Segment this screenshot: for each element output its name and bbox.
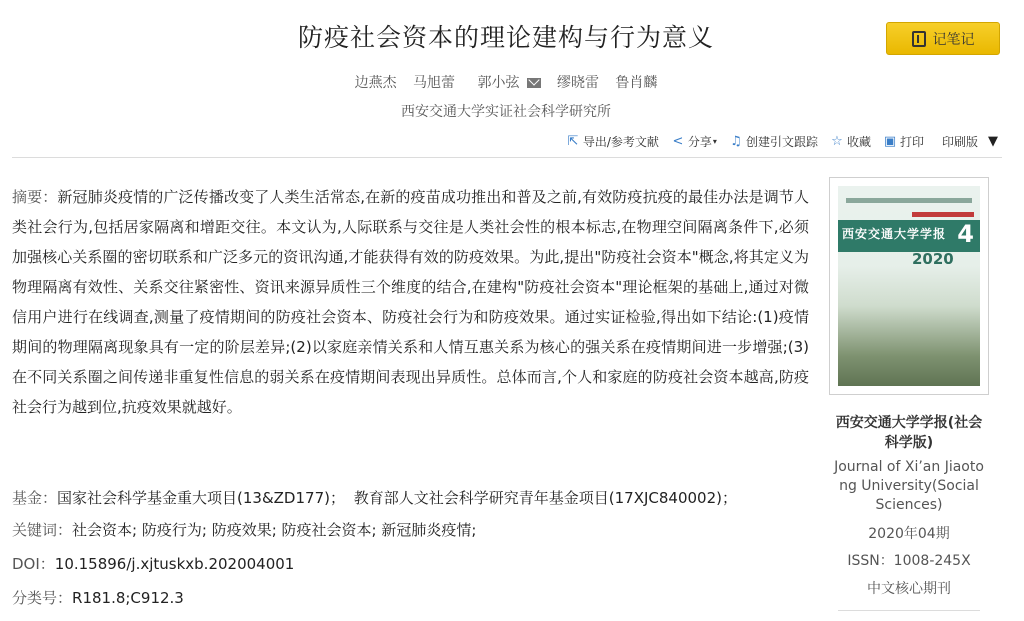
keyword-link[interactable]: 新冠肺炎疫情;: [381, 521, 477, 539]
author-link[interactable]: 鲁肖麟: [615, 75, 658, 91]
create-citation-tracking-label: 创建引文跟踪: [745, 135, 818, 149]
fund-label: 基金：: [12, 489, 58, 507]
fund-link[interactable]: 教育部人文社会科学研究青年基金项目(17XJC840002)；: [353, 489, 737, 507]
divider: [838, 610, 980, 611]
cover-decoration: [912, 212, 974, 217]
article-toolbar: [554, 133, 998, 150]
keyword-link[interactable]: 防疫社会资本;: [281, 521, 377, 539]
fund-link[interactable]: 国家社会科学基金重大项目(13&ZD177)；: [57, 489, 345, 507]
share-button[interactable]: [671, 133, 717, 150]
print-label: 打印: [899, 135, 924, 149]
favorite-button[interactable]: [830, 133, 871, 150]
cover-issue: 4: [957, 220, 974, 248]
share-dropdown-icon: ▾: [712, 137, 717, 146]
share-label: 分享: [687, 135, 712, 149]
doi-value: 10.15896/j.xjtuskxb.202004001: [54, 555, 295, 573]
export-label: 导出/参考文献: [582, 135, 659, 149]
divider: [12, 157, 1002, 158]
author-link[interactable]: 边燕杰: [354, 75, 397, 91]
classification-label: 分类号：: [12, 589, 73, 607]
author-link[interactable]: [472, 75, 541, 91]
keyword-link[interactable]: 社会资本;: [72, 521, 138, 539]
keyword-link[interactable]: 防疫行为;: [141, 521, 207, 539]
star-icon: ☆: [831, 133, 843, 149]
journal-issn: ISSN：1008-245X: [847, 553, 971, 569]
author-list: [0, 72, 1012, 92]
keywords-row: [12, 519, 476, 540]
printer-icon: ▣: [883, 133, 897, 149]
take-note-label: 记笔记: [932, 31, 975, 48]
fund-row: [12, 487, 737, 508]
mail-icon[interactable]: [527, 78, 541, 88]
keywords-label: 关键词：: [12, 521, 73, 539]
journal-name-link[interactable]: 西安交通大学学报(社会科学版): [835, 415, 983, 451]
abstract-text: 新冠肺炎疫情的广泛传播改变了人类生活常态,在新的疫苗成功推出和普及之前,有效防疫抗疫的最佳办法是调节人类社会行为,包括居家隔离和增距交往。本文认为,人际联系与交往是人类社会性的根本标志,在物理空间隔离条件下,必须加强核心关系圈的密切联系和广泛多元的资讯沟通,才能获得有效的防疫效果。为此,提出"防疫社会资本"概念,将其定义为物理隔离有效性、关系交往紧密性、资讯来源异质性三个维度的结合,在建构"防疫社会资本"理论框架的基础上,通过对微信用户进行在线调查,测量了疫情期间的防疫社会资本、防疫社会行为和防疫效果。通过实证检验,得出如下结论:(1)疫情期间的物理隔离现象具有一定的阶层差异;(2)以家庭亲情关系和人情互惠关系为核心的强关系在疫情期间进一步增强;(3)在不同关系圈之间传递非重复性信息的弱关系在疫情期间表现出异质性。总体而言,个人和家庭的防疫社会资本越高,防疫社会行为越到位,抗疫效果就越好。: [12, 188, 809, 416]
journal-cover-link[interactable]: [829, 177, 989, 395]
caret-down-icon[interactable]: ▼: [988, 134, 998, 149]
export-button[interactable]: [566, 133, 659, 150]
author-name: 郭小弦: [477, 75, 520, 91]
doi-label: DOI：: [12, 555, 55, 573]
journal-cover-image: [838, 186, 980, 386]
journal-issue-link[interactable]: 2020年04期: [868, 526, 950, 542]
share-icon: <: [672, 133, 684, 149]
abstract-label: 摘要：: [12, 188, 58, 206]
institution-link[interactable]: 西安交通大学实证社会科学研究所: [401, 104, 611, 120]
journal-english-name: Journal of Xi’an Jiaotong University(Social Sciences): [834, 459, 984, 513]
cover-year: 2020: [912, 250, 954, 268]
classification-value: R181.8;C912.3: [72, 589, 184, 607]
print-version-label: 印刷版: [941, 135, 978, 149]
doi-row: [12, 553, 294, 574]
cover-title: 西安交通大学学报: [842, 227, 947, 241]
export-icon: ⇱: [567, 133, 579, 149]
keyword-link[interactable]: 防疫效果;: [211, 521, 277, 539]
take-note-button[interactable]: [886, 22, 1000, 55]
create-citation-tracking-button[interactable]: [729, 133, 818, 150]
article-title: 防疫社会资本的理论建构与行为意义: [297, 23, 714, 52]
print-button[interactable]: [883, 133, 924, 150]
author-link[interactable]: 缪晓雷: [556, 75, 599, 91]
favorite-label: 收藏: [846, 135, 871, 149]
print-version-button[interactable]: [942, 133, 978, 150]
abstract: [12, 182, 809, 422]
bell-icon: ♫: [730, 133, 742, 149]
journal-core-badge: 中文核心期刊: [867, 581, 951, 597]
cover-decoration: [846, 198, 972, 203]
author-link[interactable]: 马旭蕾: [413, 75, 456, 91]
classification-row: [12, 587, 184, 608]
notebook-icon: [912, 31, 926, 47]
